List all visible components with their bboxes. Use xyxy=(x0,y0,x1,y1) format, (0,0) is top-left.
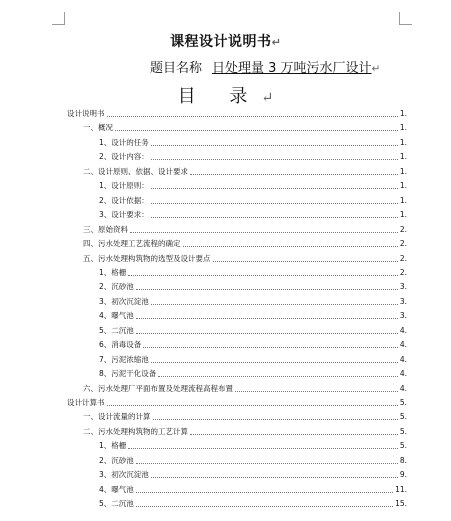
toc-entry-page: 5. xyxy=(399,398,407,407)
toc-entry-page: 1. xyxy=(399,137,407,147)
toc-entry-page: 8. xyxy=(399,455,407,465)
toc-entry-label: 1、格栅 xyxy=(99,441,127,451)
toc-entry-label: 5、二沉池 xyxy=(99,499,134,509)
toc-entry-page: 1. xyxy=(399,123,407,133)
toc-entry-page: 2. xyxy=(399,253,407,263)
toc-entry-page: 4. xyxy=(399,383,407,393)
toc-entry-page: 4. xyxy=(399,340,407,350)
toc-entry-page: 2. xyxy=(399,267,407,277)
toc-entry-page: 1. xyxy=(399,166,407,176)
toc-entry-page: 4. xyxy=(399,325,407,335)
toc-entry-page: 3. xyxy=(399,296,407,306)
toc-entry-page: 5. xyxy=(399,426,407,436)
document-title: 课程设计说明书↵ xyxy=(170,34,281,50)
paragraph-mark-icon: ↵ xyxy=(371,63,381,75)
toc-entry-page: 11. xyxy=(395,484,407,494)
toc-leader-dots xyxy=(136,506,393,507)
toc-entry-page: 4. xyxy=(399,354,407,364)
toc-entry-label: 2、沉砂池 xyxy=(99,455,134,465)
toc-entry-label: 三、原始资料 xyxy=(83,224,128,234)
paragraph-mark-icon: ↵ xyxy=(271,36,281,49)
subject-value: 日处理量 3 万吨污水厂设计 xyxy=(212,61,372,76)
toc-entry-label: 设计说明书 xyxy=(67,109,105,118)
toc-entry-label: 一、概况 xyxy=(83,123,113,133)
crop-mark-top-left xyxy=(52,12,65,25)
toc-heading: 目 录↵ xyxy=(177,86,274,107)
toc-entry-label: 设计计算书 xyxy=(67,398,105,407)
toc-entry-label: 6、消毒设备 xyxy=(99,340,142,350)
toc-entry-page: 5. xyxy=(399,441,407,451)
toc-entry-label: 2、设计依据： xyxy=(99,195,149,205)
toc-entry-page: 1. xyxy=(399,181,407,191)
toc-entry-label: 1、格栅 xyxy=(99,267,127,277)
toc-entry-page: 3. xyxy=(399,282,407,292)
toc-entry-label: 一、设计流量的计算 xyxy=(83,412,151,422)
toc-entry-label: 7、污泥浓缩池 xyxy=(99,354,149,364)
paragraph-mark-icon: ↵ xyxy=(261,90,274,106)
toc-entry-page: 2. xyxy=(399,224,407,234)
toc-entry-page: 1. xyxy=(399,109,407,118)
toc-entry-page: 4. xyxy=(399,369,407,379)
toc-entry-label: 1、设计原则： xyxy=(99,181,149,191)
toc-entry-label: 3、初次沉淀池 xyxy=(99,470,149,480)
toc-entry-label: 二、污水处理构筑物的工艺计算 xyxy=(83,426,188,436)
toc-entry-label: 5、二沉池 xyxy=(99,325,134,335)
toc-entry-page: 1. xyxy=(399,152,407,162)
toc-entry-label: 4、曝气池 xyxy=(99,484,134,494)
crop-mark-top-right xyxy=(399,12,412,25)
toc-entry-page: 1. xyxy=(399,210,407,220)
toc-entry[interactable] xyxy=(99,493,407,509)
toc-entry-page: 9. xyxy=(399,470,407,480)
subject-line xyxy=(150,57,380,76)
subject-label: 题目名称 xyxy=(150,61,203,76)
toc-entry-label: 二、设计原则、依据、设计要求 xyxy=(83,166,188,176)
toc-entry-page: 15. xyxy=(395,499,407,509)
toc-entry-page: 3. xyxy=(399,311,407,321)
toc-entry-label: 3、设计要求： xyxy=(99,210,149,220)
toc-entry-label: 四、污水处理工艺流程的确定 xyxy=(83,239,181,249)
toc-entry-label: 2、沉砂池 xyxy=(99,282,134,292)
toc-entry-label: 五、污水处理构筑物的选型及设计要点 xyxy=(83,253,211,263)
toc-entry-label: 1、设计的任务 xyxy=(99,137,149,147)
toc-entry-page: 1. xyxy=(399,195,407,205)
toc-entry-label: 六、污水处理厂平面布置及处理流程高程布置 xyxy=(83,383,233,393)
toc-entry-label: 8、污泥干化设备 xyxy=(99,369,157,379)
toc-entry-label: 2、设计内容： xyxy=(99,152,149,162)
toc-entry-label: 3、初次沉淀池 xyxy=(99,296,149,306)
toc-entry-label: 4、曝气池 xyxy=(99,311,134,321)
toc-entry-page: 5. xyxy=(399,412,407,422)
toc-entry-page: 2. xyxy=(399,239,407,249)
